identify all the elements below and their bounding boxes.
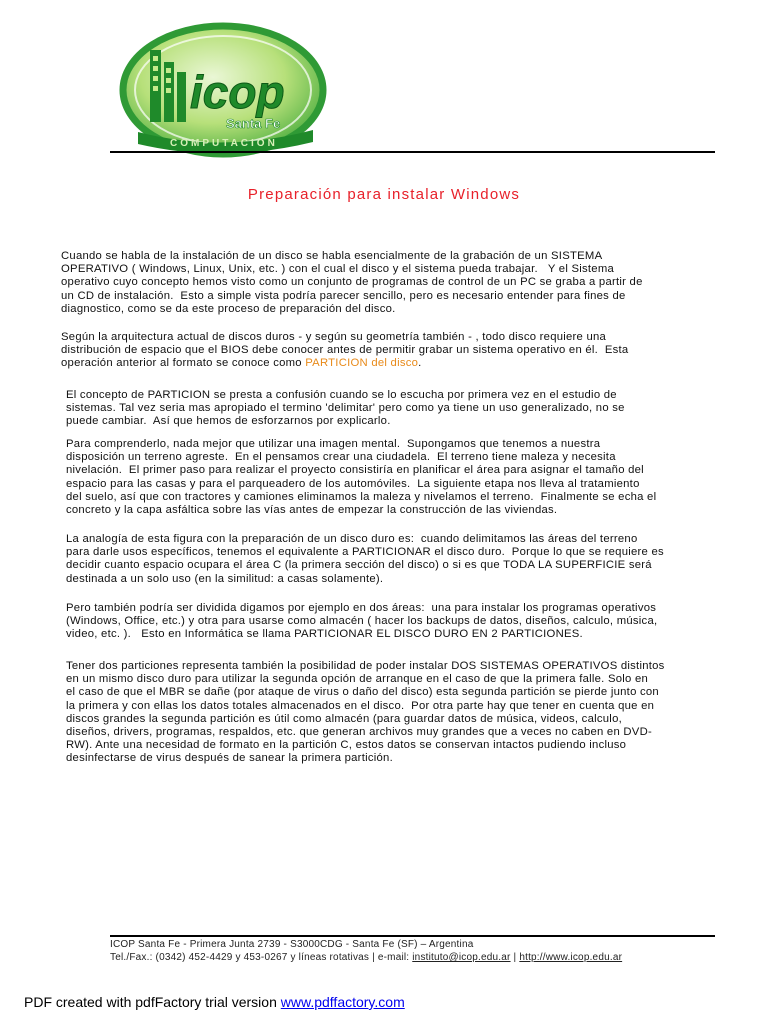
paragraph-concepto: El concepto de PARTICION se presta a confusión cuando se lo escucha por primera vez en el estudio de sistemas. Tal vez seria mas apropiado el termino 'delimitar' pero como ya tiene un uso generalizado, no se puede cambiar. Así que hemos de esforzarnos por explicarlo. [66, 389, 625, 428]
footer-address: ICOP Santa Fe - Primera Junta 2739 - S3000CDG - Santa Fe (SF) – Argentina [110, 939, 474, 950]
footer-contact [110, 951, 622, 964]
footer-divider [110, 935, 715, 937]
footer-website-link[interactable]: http://www.icop.edu.ar [519, 952, 623, 963]
paragraph-dos-areas: Pero también podría ser dividida digamos por ejemplo en dos áreas: una para instalar los programas operativos (Windows, Office, etc.) y otra para usarse como almacén ( hacer los backups de datos, diseños, calculo, música, video, etc. ). Esto en Informática se llama PARTICIONAR EL DISCO DURO EN 2 PARTICIONES. [66, 602, 658, 641]
footer-separator: | [510, 952, 520, 963]
paragraph-arquitectura-text: Según la arquitectura actual de discos duros - y según su geometría también - , todo disco requiere una distribución de espacio que el BIOS debe conocer antes de permitir grabar un sistema operativo en él. Esta operación anterior al formato se conoce como [61, 331, 629, 370]
pdf-note-text: PDF created with pdfFactory trial version [24, 994, 281, 1010]
logo-main-text: icop [190, 66, 285, 118]
paragraph-arquitectura [61, 331, 628, 371]
particion-highlight: PARTICION del disco [305, 357, 419, 370]
logo-sub-text: Santa Fe [226, 116, 281, 131]
icop-logo [108, 22, 338, 162]
paragraph-imagen-mental: Para comprenderlo, nada mejor que utilizar una imagen mental. Supongamos que tenemos a nuestra disposición un terreno agreste. En el pensamos crear una ciudadela. El terreno tiene maleza y necesita nivelación. El primer paso para realizar el proyecto consistiría en planificar el área para asignar el tamaño del espacio para las casas y para el parqueadero de los automóviles. La siguiente etapa nos lleva al tratamiento del suelo, así que con tractores y camiones eliminamos la maleza y nivelamos el terreno. Finalmente se echa el concreto y la capa asfáltica sobre las vías antes de empezar la construcción de las viviendas. [66, 438, 657, 517]
pdffactory-link[interactable]: www.pdffactory.com [280, 994, 405, 1010]
page-title: Preparación para instalar Windows [247, 186, 521, 203]
paragraph-arquitectura-end: . [418, 357, 422, 370]
pdf-factory-note [24, 994, 405, 1010]
footer-email-link[interactable]: instituto@icop.edu.ar [412, 952, 511, 963]
logo-band-text: COMPUTACION [170, 138, 278, 149]
header-divider [110, 151, 715, 153]
footer-phone: Tel./Fax.: (0342) 452-4429 y 453-0267 y líneas rotativas | e-mail: [110, 952, 413, 963]
paragraph-intro: Cuando se habla de la instalación de un disco se habla esencialmente de la grabación de un SISTEMA OPERATIVO ( Windows, Linux, Unix, etc. ) con el cual el disco y el sistema pueda trabajar. Y el Sistema operativo cuyo concepto hemos visto como un conjunto de programas de control de un PC se graba a partir de un CD de instalación. Esto a simple vista podría parecer sencillo, pero es necesario entender para fines de diagnostico, como se da este proceso de preparación del disco. [61, 250, 643, 315]
paragraph-dos-particiones: Tener dos particiones representa también la posibilidad de poder instalar DOS SISTEMAS OPERATIVOS distintos en un mismo disco duro para utilizar la segunda opción de arranque en el caso de que la primera falle. Solo en el caso de que el MBR se dañe (por ataque de virus o daño del disco) esta segunda partición se pierde junto con la primera y con ellas los datos totales almacenados en el disco. Por otra parte hay que tener en cuenta que en discos grandes la segunda partición es útil como almacén (para guardar datos de música, videos, calculo, diseños, drivers, programas, respaldos, etc. que generan archivos muy grandes que a veces no caben en DVD- RW). Ante una necesidad de formato en la partición C, estos datos se conservan intactos pudiendo incluso desinfectarse de virus después de sanear la primera partición. [66, 660, 665, 765]
paragraph-analogia: La analogía de esta figura con la preparación de un disco duro es: cuando delimitamos las áreas del terreno para darle usos específicos, tenemos el equivalente a PARTICIONAR el disco duro. Porque lo que se requiere es decidir cuanto espacio ocupara el área C (la primera sección del disco) o si es que TODA LA SUPERFICIE será destinada a un solo uso (en la similitud: a casas solamente). [66, 533, 664, 585]
footer [110, 938, 622, 964]
